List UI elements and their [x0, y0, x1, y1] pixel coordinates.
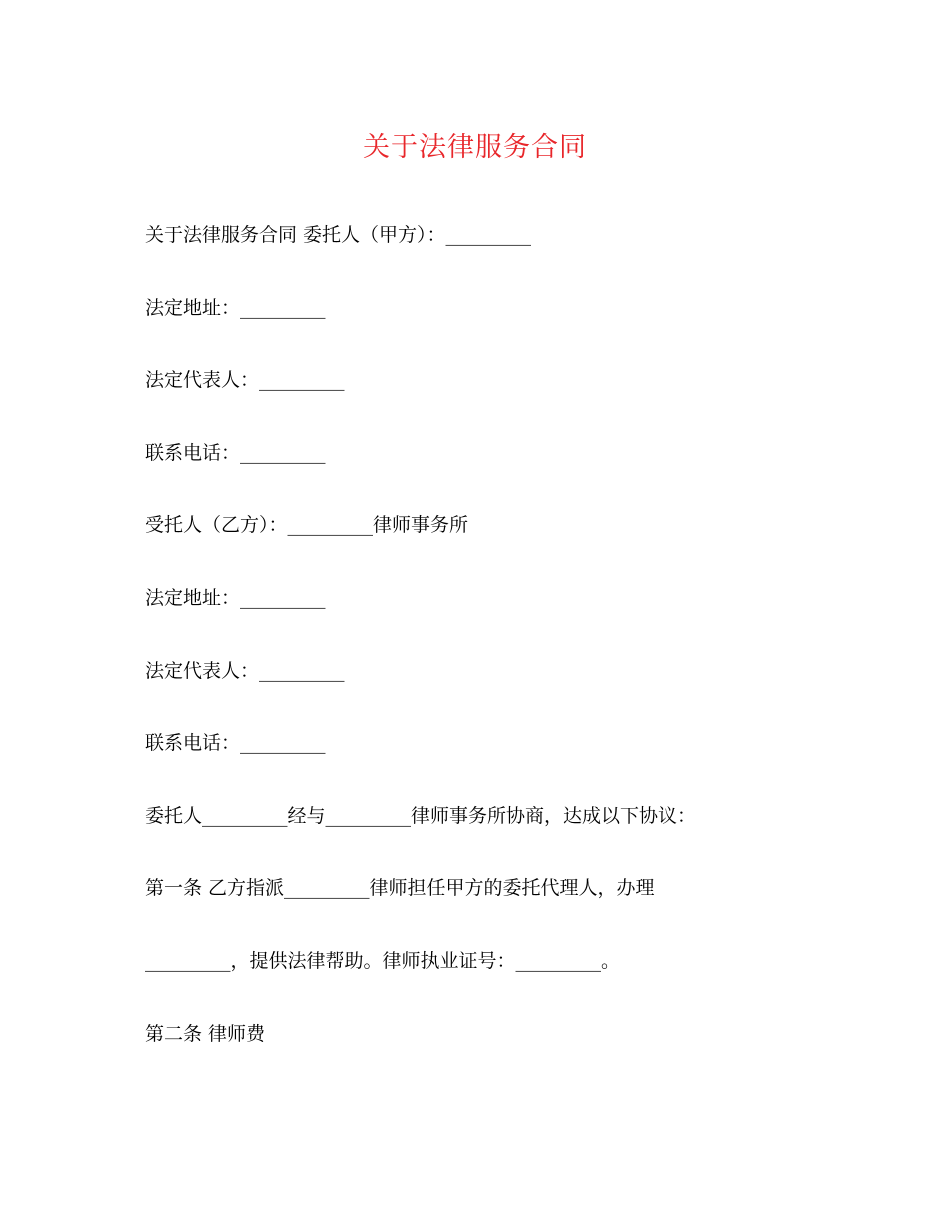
article-two-heading: 第二条 律师费 — [145, 1022, 266, 1045]
client-address-line: 法定地址：_________ — [145, 296, 326, 319]
document-title: 关于法律服务合同 — [363, 132, 587, 163]
trustee-address-line: 法定地址：_________ — [145, 586, 326, 609]
trustee-party-line: 受托人（乙方）：_________律师事务所 — [145, 514, 469, 537]
trustee-phone-line: 联系电话：_________ — [145, 732, 326, 755]
agreement-intro-line: 委托人_________经与_________律师事务所协商，达成以下协议： — [145, 804, 697, 827]
trustee-representative-line: 法定代表人：_________ — [145, 659, 345, 682]
article-one-continued-line: _________，提供法律帮助。律师执业证号：_________。 — [145, 949, 621, 972]
client-party-line: 关于法律服务合同 委托人（甲方）：_________ — [145, 224, 532, 246]
article-one-line: 第一条 乙方指派_________律师担任甲方的委托代理人，办理 — [145, 877, 655, 900]
client-phone-line: 联系电话：_________ — [145, 441, 326, 464]
document-body — [145, 218, 825, 1089]
client-representative-line: 法定代表人：_________ — [145, 369, 345, 392]
